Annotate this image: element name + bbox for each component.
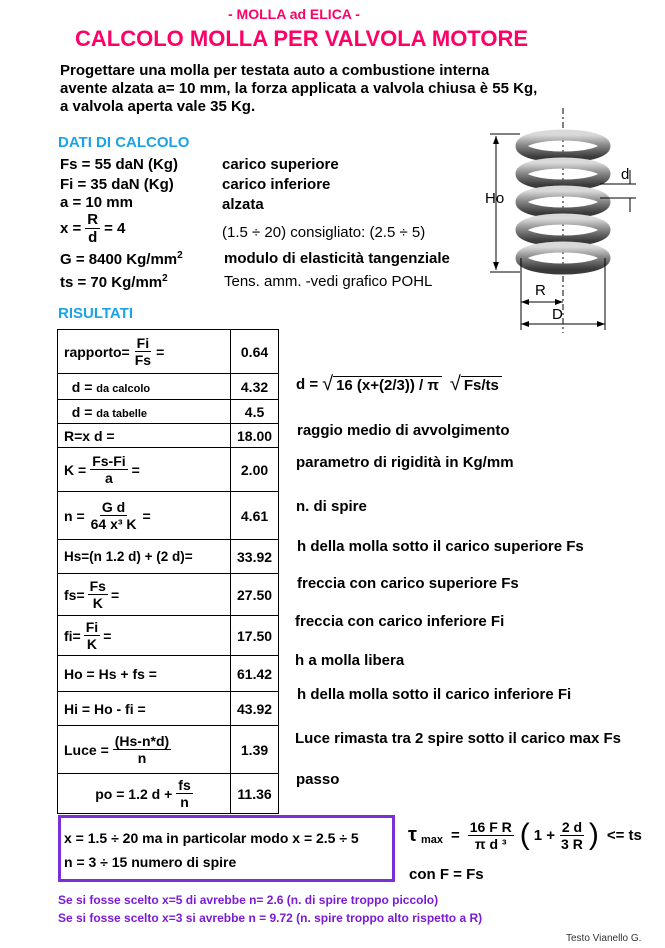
row-label	[58, 400, 231, 424]
d-formula-root1: 16 (x+(2/3)) / π	[333, 376, 442, 394]
fs-label: Fs = 55 daN (Kg)	[60, 156, 178, 173]
a-desc: alzata	[222, 196, 264, 213]
table-row	[58, 726, 279, 774]
table-row	[58, 492, 279, 540]
row-label: Hs=(n 1.2 d) + (2 d)=	[58, 540, 231, 574]
row-post: =	[110, 586, 120, 603]
tau-sub: max	[420, 834, 443, 846]
row-num: Fi	[85, 619, 99, 635]
risultati-heading: RISULTATI	[58, 305, 133, 322]
table-row	[58, 330, 279, 374]
ts-label	[60, 273, 168, 291]
x-desc: (1.5 ÷ 20) consigliato: (2.5 ÷ 5)	[222, 224, 426, 241]
row-fraction	[90, 454, 127, 485]
row-den: 64 x³ K	[90, 516, 137, 532]
row-value: 18.00	[231, 424, 279, 448]
desc-ho: h a molla libera	[295, 652, 405, 669]
row-label	[58, 616, 231, 656]
desc-hi: h della molla sotto il carico inferiore Fi	[297, 686, 572, 703]
results-table	[57, 329, 279, 814]
x-formula	[60, 212, 125, 245]
table-row	[58, 374, 279, 400]
row-den: K	[86, 636, 98, 652]
a-label: a = 10 mm	[60, 194, 133, 211]
row-value: 27.50	[231, 574, 279, 616]
fi-desc: carico inferiore	[222, 176, 331, 193]
row-value: 17.50	[231, 616, 279, 656]
desc-fs: freccia con carico superiore Fs	[297, 575, 519, 592]
row-pre: fi=	[64, 627, 81, 644]
row-pre: n =	[64, 507, 85, 524]
desc-po: passo	[296, 771, 340, 788]
desc-r: raggio medio di avvolgimento	[297, 422, 510, 439]
table-row	[58, 400, 279, 424]
row-value: 43.92	[231, 692, 279, 726]
ho-label: Ho	[485, 190, 505, 207]
row-value: 11.36	[231, 774, 279, 814]
g-label	[60, 250, 183, 268]
row-num: Fs	[89, 578, 106, 594]
row-label	[58, 774, 231, 814]
ts-desc: Tens. amm. -vedi grafico POHL	[224, 273, 433, 290]
big-d-label: D	[552, 306, 563, 323]
row-pre: d =	[71, 403, 97, 420]
note-box	[58, 815, 395, 882]
tau-con: con F = Fs	[409, 866, 484, 883]
tau-fraction	[468, 820, 514, 851]
row-den: Fs	[134, 352, 152, 368]
paren-open-icon: (	[519, 818, 530, 851]
tau-den: π d ³	[474, 835, 507, 852]
row-value: 0.64	[231, 330, 279, 374]
row-fraction	[176, 778, 192, 809]
paren-close-icon: )	[588, 818, 599, 851]
desc-luce: Luce rimasta tra 2 spire sotto il carico max Fs	[295, 730, 621, 747]
intro-line-1: Progettare una molla per testata auto a combustione interna	[60, 62, 490, 79]
row-num: fs	[178, 777, 191, 793]
table-row	[58, 774, 279, 814]
row-value: 33.92	[231, 540, 279, 574]
row-den: a	[105, 470, 113, 486]
intro-line-3: a valvola aperta vale 35 Kg.	[60, 98, 256, 115]
d-formula	[296, 373, 502, 396]
row-label: Ho = Hs + fs =	[58, 656, 231, 692]
row-fraction	[89, 500, 139, 531]
row-label	[58, 574, 231, 616]
g-desc: modulo di elasticità tangenziale	[224, 250, 450, 267]
note-line-1: Se si fosse scelto x=5 di avrebbe n= 2.6 (n. di spire troppo piccolo)	[58, 893, 439, 907]
table-row	[58, 540, 279, 574]
row-fraction	[113, 734, 171, 765]
row-post: =	[142, 507, 151, 524]
row-pre: rapporto=	[64, 343, 130, 360]
row-pre: Luce =	[64, 741, 109, 758]
row-den: K	[92, 595, 103, 611]
credit: Testo Vianello G.	[566, 933, 642, 944]
d-formula-prefix: d =	[296, 376, 319, 393]
x-den: d	[88, 229, 98, 246]
row-post: =	[131, 461, 140, 478]
ts-label-text: ts = 70 Kg/mm	[60, 274, 163, 291]
row-post: =	[156, 343, 165, 360]
row-value: 1.39	[231, 726, 279, 774]
x-prefix: x =	[60, 220, 82, 237]
table-row	[58, 692, 279, 726]
desc-k: parametro di rigidità in Kg/mm	[296, 454, 514, 471]
dati-heading: DATI DI CALCOLO	[58, 134, 190, 151]
row-value: 4.5	[231, 400, 279, 424]
row-value: 61.42	[231, 656, 279, 692]
desc-n: n. di spire	[296, 498, 367, 515]
ts-sup: 2	[162, 273, 168, 284]
tau-tail: <= ts	[606, 826, 642, 844]
tau-inner-one: 1 +	[533, 826, 556, 844]
subtitle: - MOLLA ad ELICA -	[228, 6, 360, 22]
sqrt-icon: √	[322, 373, 334, 395]
row-label	[58, 330, 231, 374]
table-row	[58, 574, 279, 616]
tau-formula	[408, 818, 642, 852]
d-label: d	[621, 166, 630, 183]
tau-num: 16 F R	[469, 818, 512, 835]
row-pre: d =	[71, 378, 97, 395]
g-sup: 2	[177, 250, 183, 261]
row-label	[58, 726, 231, 774]
row-pre: po = 1.2 d +	[95, 785, 173, 802]
row-fraction	[133, 336, 153, 367]
table-row	[58, 424, 279, 448]
row-post: =	[103, 627, 112, 644]
row-num: Fs-Fi	[92, 453, 126, 469]
row-value: 4.61	[231, 492, 279, 540]
tau-inner-den: 3 R	[561, 835, 583, 852]
sqrt-icon: √	[449, 373, 461, 395]
row-num: G d	[101, 499, 126, 515]
tau-inner-num: 2 d	[561, 818, 583, 835]
desc-hs: h della molla sotto il carico superiore Fs	[297, 538, 584, 555]
g-label-text: G = 8400 Kg/mm	[60, 251, 178, 268]
page-title: CALCOLO MOLLA PER VALVOLA MOTORE	[75, 26, 529, 51]
table-row	[58, 656, 279, 692]
row-small: da tabelle	[96, 407, 148, 420]
row-value: 2.00	[231, 448, 279, 492]
d-formula-root2: Fs/ts	[461, 376, 502, 394]
row-label	[58, 448, 231, 492]
row-label: R=x d =	[58, 424, 231, 448]
fs-desc: carico superiore	[222, 156, 339, 173]
row-num: Fi	[136, 335, 150, 351]
row-value: 4.32	[231, 374, 279, 400]
row-label	[58, 492, 231, 540]
row-label	[58, 374, 231, 400]
table-row	[58, 616, 279, 656]
row-small: da calcolo	[96, 382, 151, 395]
intro-line-2: avente alzata a= 10 mm, la forza applicata a valvola chiusa è 55 Kg,	[60, 80, 538, 97]
note-line-2: Se si fosse scelto x=3 si avrebbe n = 9.72 (n. spire troppo alto rispetto a R)	[58, 911, 483, 925]
box-line-2: n = 3 ÷ 15 numero di spire	[64, 854, 237, 870]
tau-inner-fraction	[559, 820, 585, 851]
row-fraction	[88, 579, 108, 610]
row-pre: K =	[64, 461, 87, 478]
tau-eq: =	[450, 826, 460, 844]
row-den: n	[137, 750, 147, 766]
x-num: R	[87, 211, 99, 228]
fi-label: Fi = 35 daN (Kg)	[60, 176, 174, 193]
row-fraction	[84, 620, 100, 651]
row-pre: fs=	[64, 586, 85, 603]
r-label: R	[535, 282, 546, 299]
spring-diagram	[480, 108, 640, 333]
tau-symbol: τ	[408, 823, 417, 846]
x-fraction	[85, 212, 100, 245]
x-suffix: = 4	[104, 220, 126, 237]
row-label: Hi = Ho - fi =	[58, 692, 231, 726]
row-num: (Hs-n*d)	[114, 733, 170, 749]
row-den: n	[180, 794, 189, 810]
table-row	[58, 448, 279, 492]
desc-fi: freccia con carico inferiore Fi	[295, 613, 505, 630]
box-line-1: x = 1.5 ÷ 20 ma in particolar modo x = 2.5 ÷ 5	[64, 830, 359, 846]
